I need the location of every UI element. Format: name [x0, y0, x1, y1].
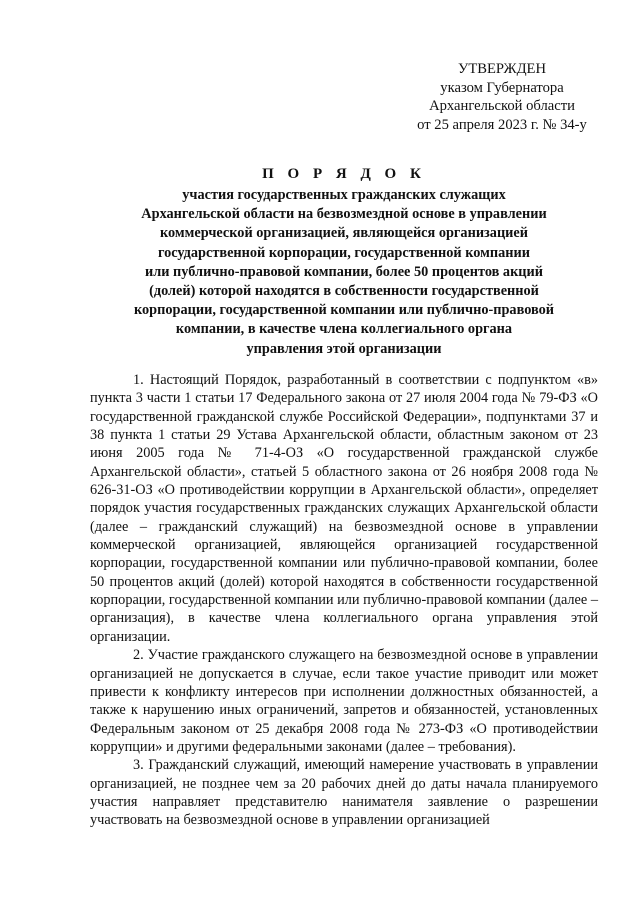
title-line: компании, в качестве члена коллегиального органа: [175, 321, 513, 338]
title-line: корпорации, государственной компании или публично-правовой: [133, 302, 554, 319]
approval-date: от 25 апреля 2023 г. № 34-у: [417, 116, 587, 133]
document-body: [90, 371, 598, 830]
paragraph-3: 3. Гражданский служащий, имеющий намерение участвовать в управлении организацией, не позднее чем за 20 рабочих дней до даты начала планируемого участия направляет представителю нанимателя заявление о разрешении участвовать на безвозмездной основе в управлении организацией: [90, 757, 598, 829]
title-line: участия государственных гражданских служащих: [182, 187, 506, 203]
paragraph-1: 1. Настоящий Порядок, разработанный в соответствии с подпунктом «в» пункта 3 части 1 статьи 17 Федерального закона от 27 июля 2004 года № 79-ФЗ «О государственной гражданской службе Российской Федерации», подпунктами 37 и 38 пункта 1 статьи 29 Устава Архангельской области, областным законом от 23 июня 2005 года № 71-4-ОЗ «О государственной гражданской службе Архангельской области», статьей 5 областного закона от 26 ноября 2008 года № 626-31-ОЗ «О противодействии коррупции в Архангельской области», определяет порядок участия государственных гражданских служащих Архангельской области (далее – гражданский служащий) на безвозмездной основе в управлении коммерческой организацией, являющейся организацией государственной корпорации, государственной компании или публично-правовой компании, более 50 процентов акций (долей) которой находятся в собственности государственной корпорации, государственной компании или публично-правовой компании (далее – организация), в качестве члена коллегиального органа управления этой организации.: [90, 372, 598, 645]
title-line: государственной корпорации, государственной компании: [157, 244, 531, 261]
title-subtitle: [90, 186, 598, 359]
approval-line: Архангельской области: [429, 98, 575, 114]
document-title: [90, 164, 598, 359]
approval-line: указом Губернатора: [440, 79, 564, 96]
title-line: управления этой организации: [246, 340, 442, 357]
title-line: коммерческой организацией, являющейся организацией: [159, 225, 529, 242]
title-heading: П О Р Я Д О К: [262, 166, 426, 182]
approval-heading: УТВЕРЖДЕН: [458, 61, 546, 77]
paragraph-2: 2. Участие гражданского служащего на безвозмездной основе в управлении организацией не допускается в случае, если такое участие приводит или может привести к конфликту интересов при исполнении должностных обязанностей, а также к нарушению иных ограничений, запретов и обязанностей, установленных Федеральным законом от 25 декабря 2008 года № 273-ФЗ «О противодействии коррупции» и другими федеральными законами (далее – требования).: [90, 647, 598, 755]
title-line: или публично-правовой компании, более 50 процентов акций: [144, 263, 544, 280]
approval-stamp: [404, 60, 600, 134]
title-line: Архангельской области на безвозмездной основе в управлении: [141, 206, 547, 223]
title-line: (долей) которой находятся в собственности государственной: [149, 283, 539, 300]
